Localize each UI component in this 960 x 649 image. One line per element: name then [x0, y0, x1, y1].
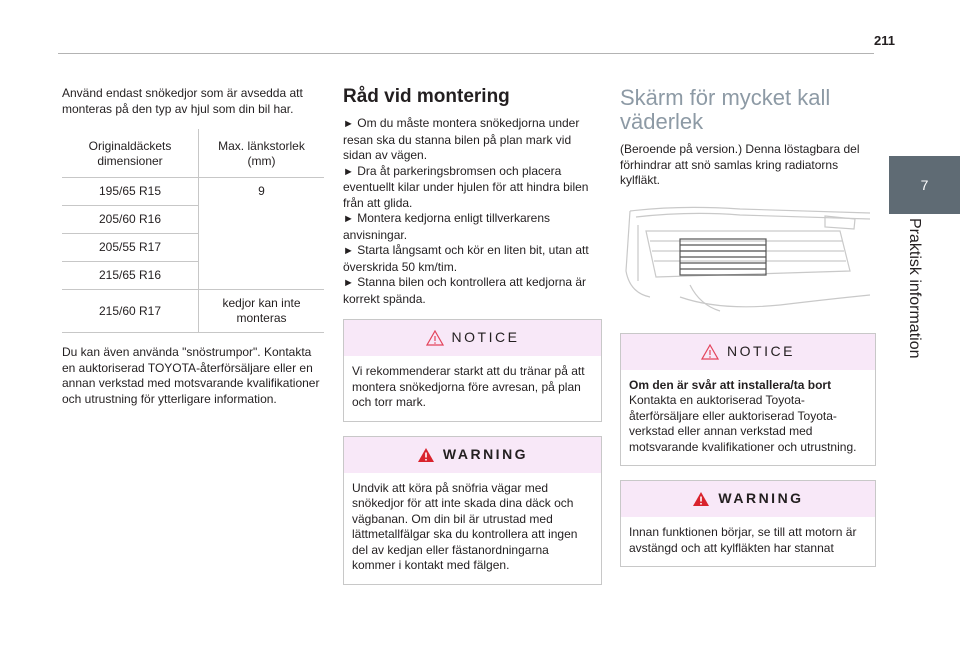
warning-label: WARNING: [442, 445, 529, 462]
warning-body: [344, 473, 601, 584]
notice-text: Kontakta en auktoriserad Toyota-återförsäljare eller auktoriserad Toyota-verkstad eller annan verkstad med motsvarande kvalifikationer och utrustning.: [629, 393, 857, 454]
warning-triangle-icon: [692, 491, 710, 507]
snow-chain-column: [62, 86, 324, 419]
table-cell-dimension: 205/60 R16: [62, 206, 199, 234]
warning-box: [343, 436, 602, 585]
table-cell-dimension: 215/65 R16: [62, 262, 199, 290]
section-heading: Skärm för mycket kall väderlek: [620, 85, 831, 134]
chapter-title: [901, 218, 925, 363]
bullet-arrow-icon: ►: [343, 245, 354, 257]
mounting-advice-column: [343, 86, 602, 585]
chapter-title-text: Praktisk information: [906, 218, 923, 359]
notice-box: [620, 333, 876, 467]
list-item: [343, 243, 602, 275]
table-cell-dimension: 215/60 R17: [62, 290, 199, 333]
table-cell-dimension: 205/55 R17: [62, 234, 199, 262]
notice-header: [344, 320, 601, 356]
bullet-arrow-icon: ►: [343, 118, 354, 130]
warning-text: Undvik att köra på snöfria vägar med snökedjor för att inte skada dina däck och vägbanan. Om din bil är utrustad med lättmetallfälgar ska du kontrollera att ingen del av kedjan eller fästanordningarna kommer i kontakt med fälgen.: [352, 480, 578, 572]
notice-text: Vi rekommenderar starkt att du tränar på att montera snökedjorna före avresan, på plan och torr mark.: [352, 364, 585, 409]
chapter-tab[interactable]: 7: [889, 156, 960, 214]
bullet-list: [343, 116, 602, 307]
warning-body: [621, 517, 875, 566]
list-item-text: Starta långsamt och kör en liten bit, utan att överskrida 50 km/tim.: [343, 243, 589, 274]
snow-socks-text: Du kan även använda "snöstrumpor". Kontakta en auktoriserad TOYOTA-återförsäljare eller en annan verkstad med motsvarande kvalifikationer och utrustning för ytterligare information.: [62, 345, 320, 406]
table-row: [62, 290, 324, 333]
page-number: 211: [874, 33, 895, 48]
notice-box: [343, 319, 602, 422]
notice-body: [621, 370, 875, 466]
version-text: (Beroende på version.) Denna löstagbara del förhindrar att snö samlas kring radiatorns kylfläkt.: [620, 142, 860, 187]
front-grille-illustration: [620, 201, 876, 319]
list-item: [343, 211, 602, 243]
list-item-text: Stanna bilen och kontrollera att kedjorna är korrekt spända.: [343, 275, 587, 306]
cold-weather-column: [620, 86, 876, 567]
warning-header: [621, 481, 875, 517]
intro-text: Använd endast snökedjor som är avsedda att monteras på den typ av hjul som din bil har.: [62, 86, 303, 116]
tire-table: [62, 129, 324, 333]
warning-header: [344, 437, 601, 473]
warning-triangle-icon: [417, 447, 435, 463]
notice-header: [621, 334, 875, 370]
notice-title: Om den är svår att installera/ta bort: [629, 377, 832, 392]
caution-triangle-icon: [701, 344, 719, 360]
warning-text: Innan funktionen börjar, se till att motorn är avstängd och att kylfläkten har stannat: [629, 525, 857, 555]
table-header-link-size: Max. länkstorlek (mm): [199, 129, 325, 178]
table-header-dimension: Originaldäckets dimensioner: [62, 129, 199, 178]
list-item-text: Dra åt parkeringsbromsen och placera eventuellt kilar under hjulen för att hindra bilen från att glida.: [343, 163, 589, 210]
table-cell-max-link: kedjor kan inte monteras: [199, 290, 325, 333]
caution-triangle-icon: [426, 330, 444, 346]
list-item-text: Om du måste montera snökedjorna under resan ska du stanna bilen på plan mark vid sidan av vägen.: [343, 116, 580, 162]
table-cell-max-link: 9: [199, 178, 325, 290]
table-cell-dimension: 195/65 R15: [62, 178, 199, 206]
notice-body: [344, 356, 601, 421]
table-row: [62, 178, 324, 206]
bullet-arrow-icon: ►: [343, 165, 354, 178]
list-item: [343, 116, 602, 164]
notice-label: NOTICE: [451, 329, 520, 346]
list-item-text: Montera kedjorna enligt tillverkarens anvisningar.: [343, 211, 550, 242]
warning-box: [620, 480, 876, 567]
section-heading: Råd vid montering: [343, 86, 510, 107]
warning-label: WARNING: [718, 490, 804, 507]
table-header-row: [62, 129, 324, 178]
list-item: [343, 275, 602, 307]
notice-label: NOTICE: [727, 342, 795, 359]
bullet-arrow-icon: ►: [343, 213, 354, 225]
header-rule: [58, 53, 874, 54]
list-item: [343, 164, 602, 212]
bullet-arrow-icon: ►: [343, 277, 354, 289]
